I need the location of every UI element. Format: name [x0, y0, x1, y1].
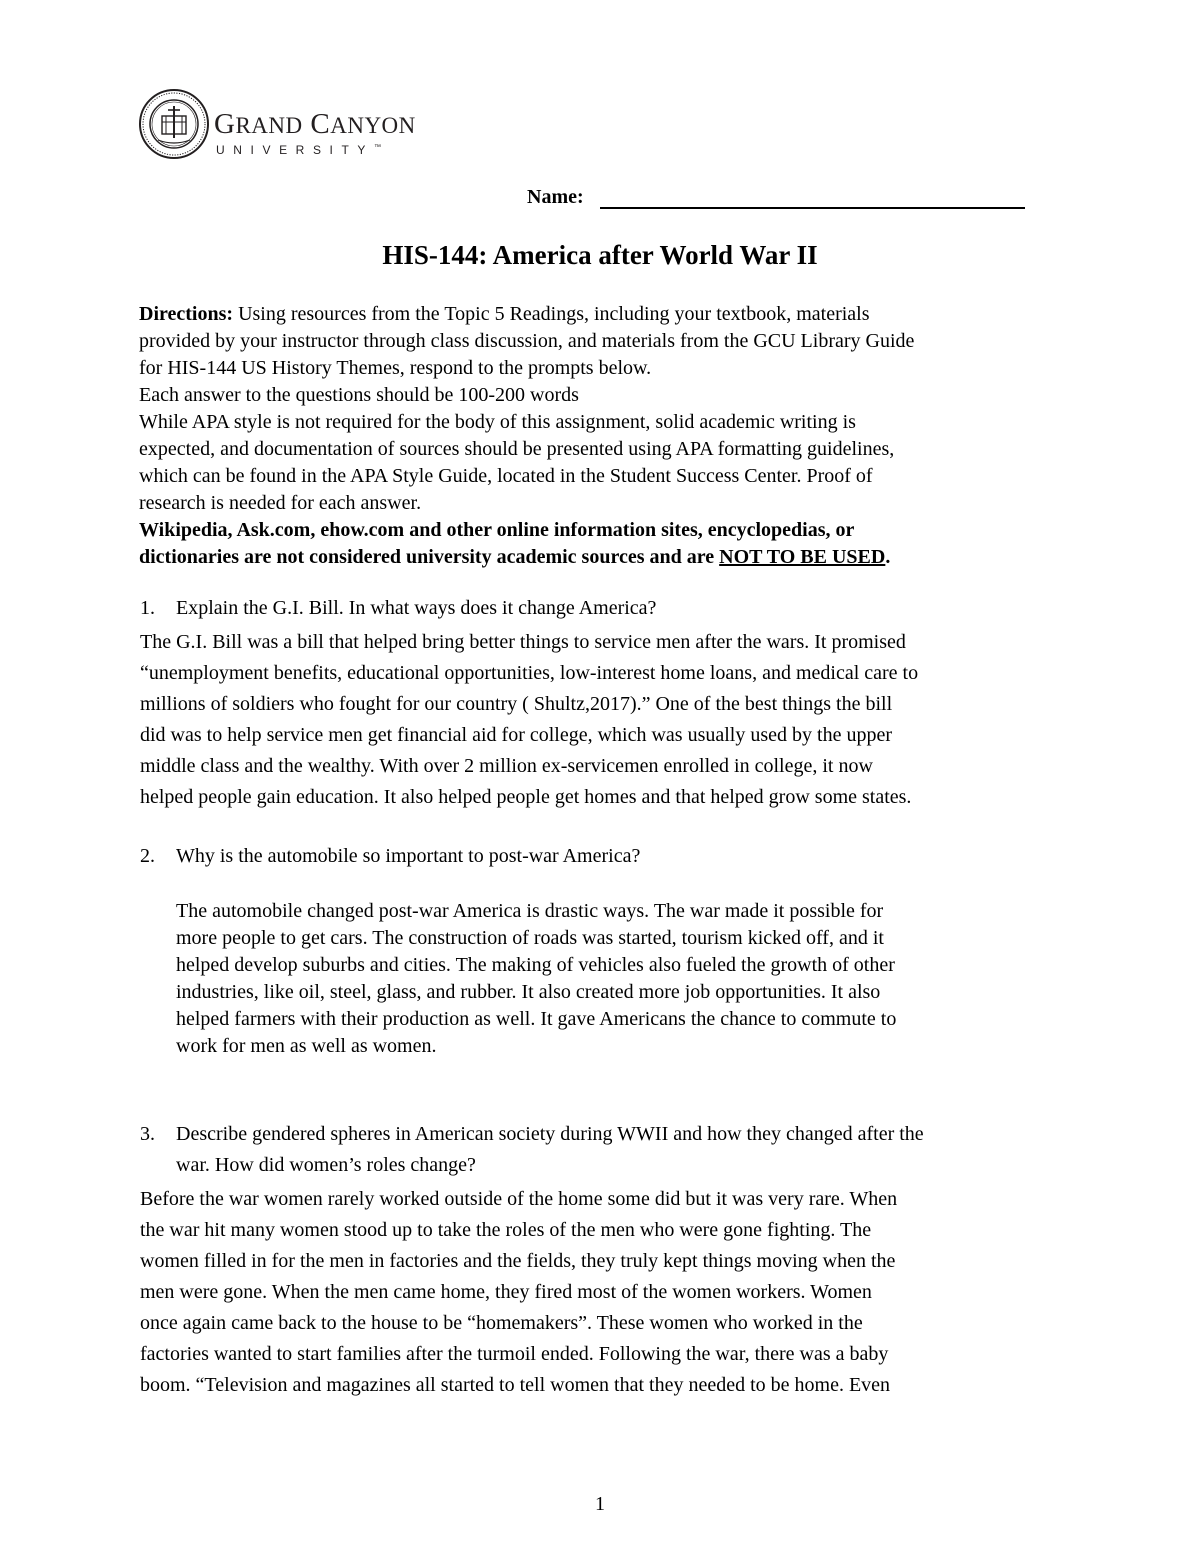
- answer-line: did was to help service men get financial aid for college, which was usually used by the upper: [140, 724, 892, 746]
- question-number: 3.: [140, 1123, 155, 1145]
- answer-line: boom. “Television and magazines all started to tell women that they needed to be home. Even: [140, 1374, 891, 1396]
- question-prompt: Why is the automobile so important to post-war America?: [176, 845, 641, 867]
- directions-line: Each answer to the questions should be 100-200 words: [139, 384, 579, 406]
- directions-block: [139, 301, 1069, 571]
- directions-line: research is needed for each answer.: [139, 492, 422, 514]
- answer-line: The G.I. Bill was a bill that helped bring better things to service men after the wars. It promised: [140, 631, 906, 653]
- university-seal-icon: [138, 88, 210, 160]
- directions-label: Directions:: [139, 303, 234, 325]
- directions-line: expected, and documentation of sources should be presented using APA formatting guidelines,: [139, 438, 895, 460]
- answer-2: [176, 898, 896, 1060]
- answer-line: helped people gain education. It also helped people get homes and that helped grow some states.: [140, 786, 912, 808]
- answer-line: the war hit many women stood up to take the roles of the men who were gone fighting. The: [140, 1219, 872, 1241]
- question-number: 2.: [140, 845, 155, 867]
- warning-line: dictionaries are not considered university academic sources and are NOT TO BE USED.: [139, 546, 891, 568]
- warning-line: Wikipedia, Ask.com, ehow.com and other online information sites, encyclopedias, or: [139, 519, 855, 541]
- document-title: HIS-144: America after World War II: [382, 240, 818, 270]
- logo-wordmark: GRAND CANYON: [214, 108, 416, 140]
- answer-line: once again came back to the house to be “homemakers”. These women who worked in the: [140, 1312, 863, 1334]
- answer-line: men were gone. When the men came home, they fired most of the women workers. Women: [140, 1281, 872, 1303]
- answer-line: The automobile changed post-war America is drastic ways. The war made it possible for: [176, 900, 884, 922]
- answer-line: women filled in for the men in factories and the fields, they truly kept things moving when the: [140, 1250, 896, 1272]
- answer-line: more people to get cars. The construction of roads was started, tourism kicked off, and it: [176, 927, 884, 949]
- logo-subtitle: UNIVERSITY™: [216, 143, 382, 157]
- answer-line: factories wanted to start families after the turmoil ended. Following the war, there was a baby: [140, 1343, 889, 1365]
- not-to-be-used-emphasis: NOT TO BE USED: [719, 546, 886, 568]
- answer-line: middle class and the wealthy. With over 2 million ex-servicemen enrolled in college, it now: [140, 755, 873, 777]
- directions-line: for HIS-144 US History Themes, respond to the prompts below.: [139, 357, 652, 379]
- question-prompt: Describe gendered spheres in American society during WWII and how they changed after the: [176, 1123, 924, 1145]
- answer-line: helped develop suburbs and cities. The making of vehicles also fueled the growth of other: [176, 954, 895, 976]
- name-label: Name:: [527, 186, 584, 208]
- answer-line: “unemployment benefits, educational opportunities, low-interest home loans, and medical care to: [140, 662, 919, 684]
- question-prompt: war. How did women’s roles change?: [176, 1154, 476, 1176]
- name-field-line[interactable]: [600, 207, 1025, 209]
- answer-line: work for men as well as women.: [176, 1035, 437, 1057]
- directions-line: While APA style is not required for the body of this assignment, solid academic writing is: [139, 411, 856, 433]
- directions-line: which can be found in the APA Style Guide, located in the Student Success Center. Proof of: [139, 465, 873, 487]
- answer-line: Before the war women rarely worked outside of the home some did but it was very rare. When: [140, 1188, 898, 1210]
- answer-line: industries, like oil, steel, glass, and rubber. It also created more job opportunities. It also: [176, 981, 881, 1003]
- directions-line: provided by your instructor through class discussion, and materials from the GCU Library Guide: [139, 330, 915, 352]
- directions-line: Directions: Using resources from the Topic 5 Readings, including your textbook, materials: [139, 303, 870, 325]
- university-logo: [138, 88, 458, 168]
- answer-line: helped farmers with their production as well. It gave Americans the chance to commute to: [176, 1008, 897, 1030]
- question-prompt: Explain the G.I. Bill. In what ways does it change America?: [176, 597, 657, 619]
- question-number: 1.: [140, 597, 155, 619]
- answer-line: millions of soldiers who fought for our country ( Shultz,2017).” One of the best things the bill: [140, 693, 893, 715]
- page-number: 1: [595, 1493, 605, 1515]
- answer-3: [140, 1184, 1070, 1401]
- answer-1: [140, 627, 1070, 813]
